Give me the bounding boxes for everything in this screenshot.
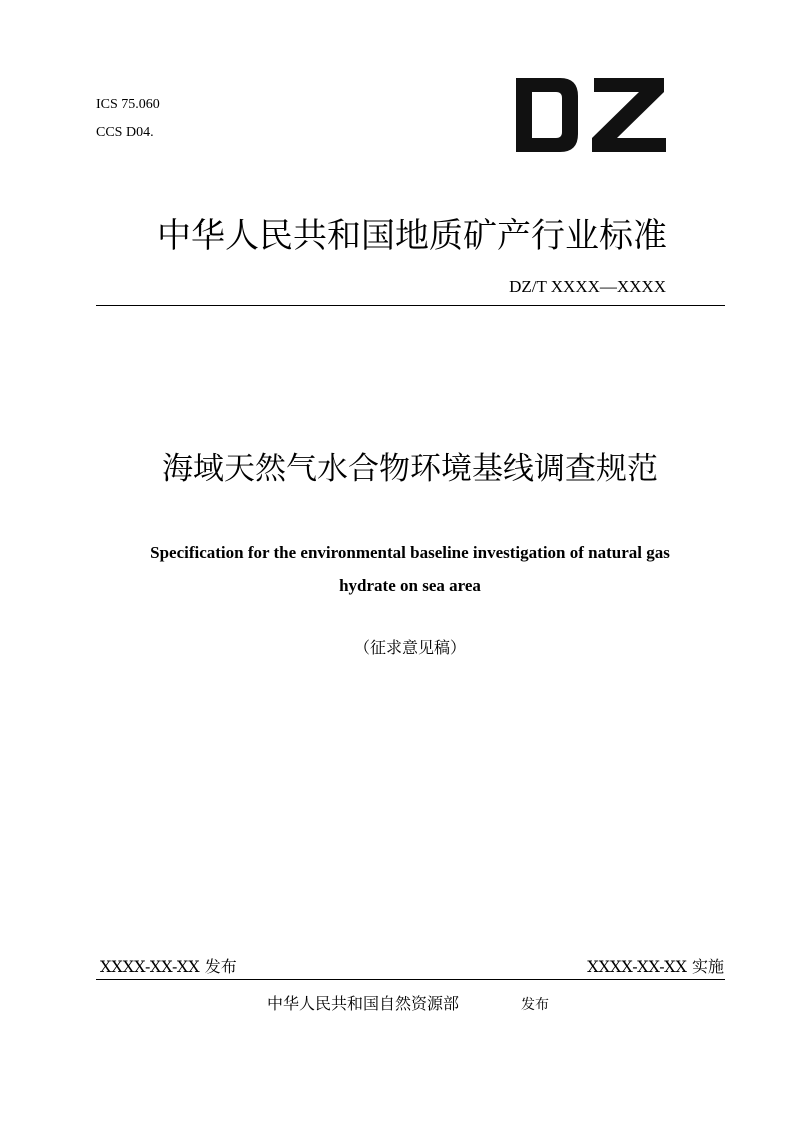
footer-divider (96, 979, 725, 980)
dz-logo (516, 78, 666, 152)
implementation-date: XXXX-XX-XX 实施 (587, 957, 724, 976)
document-title-en-line1: Specification for the environmental baseline investigation of natural gas (150, 543, 670, 562)
ics-code: ICS 75.060 (96, 97, 160, 112)
issuing-authority: 中华人民共和国自然资源部 (267, 994, 460, 1013)
standard-category-title: 中华人民共和国地质矿产行业标准 (157, 216, 667, 256)
document-title-cn: 海域天然气水合物环境基线调查规范 (162, 451, 658, 487)
ccs-code: CCS D04. (96, 125, 154, 140)
standard-number: DZ/T XXXX—XXXX (509, 277, 666, 296)
issuing-action: 发布 (521, 997, 549, 1013)
header-divider (96, 305, 725, 306)
draft-status: （征求意见稿） (353, 638, 466, 657)
issue-date: XXXX-XX-XX 发布 (100, 957, 237, 976)
document-title-en-line2: hydrate on sea area (339, 576, 481, 595)
